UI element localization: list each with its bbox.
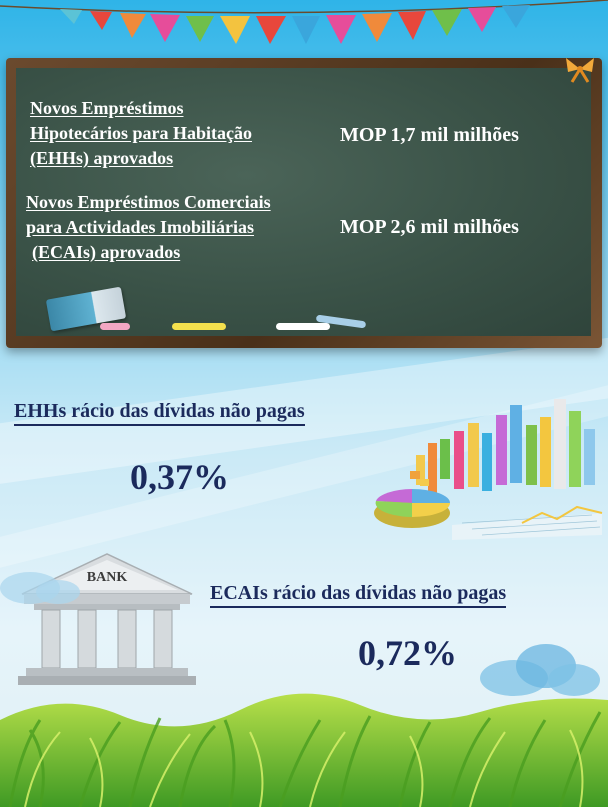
flag [256, 16, 286, 44]
flag [186, 16, 214, 42]
chalk-white [276, 323, 330, 330]
bank-sign: BANK [86, 570, 128, 585]
flag [326, 15, 356, 44]
ehh-ratio-heading: EHHs rácio das dívidas não pagas [14, 400, 305, 426]
bar-chart-illustration [372, 395, 604, 540]
grid-floor [452, 513, 602, 540]
cloud [0, 560, 80, 610]
bow-clip-icon [562, 54, 598, 84]
flag [502, 5, 530, 28]
ehh-loan-label: Novos Empréstimos Hipotecários para Habitação (EHHs) aprovados [30, 98, 252, 168]
bars [416, 399, 595, 493]
pie-chart-icon [374, 489, 450, 528]
ecai-ratio-value: 0,72% [358, 633, 457, 673]
ecai-loan-label: Novos Empréstimos Comerciais para Actividades Imobiliárias (ECAIs) aprovados [26, 192, 271, 262]
flag [120, 13, 146, 38]
flag [432, 9, 462, 36]
flag [150, 14, 180, 42]
ehh-ratio-value: 0,37% [130, 457, 229, 497]
flag [60, 9, 82, 24]
flag [90, 11, 112, 30]
bunting-flags [0, 0, 608, 60]
chalk-yellow [172, 323, 226, 330]
flag [220, 16, 250, 44]
flag [398, 11, 426, 40]
flag [362, 13, 392, 42]
ecai-loan-value: MOP 2,6 mil milhões [340, 216, 519, 238]
ehh-loan-value: MOP 1,7 mil milhões [340, 124, 519, 146]
flag [468, 7, 496, 32]
grass [0, 660, 608, 807]
flag [292, 16, 320, 44]
ecai-ratio-heading: ECAIs rácio das dívidas não pagas [210, 582, 506, 608]
chalk-pink [100, 323, 130, 330]
